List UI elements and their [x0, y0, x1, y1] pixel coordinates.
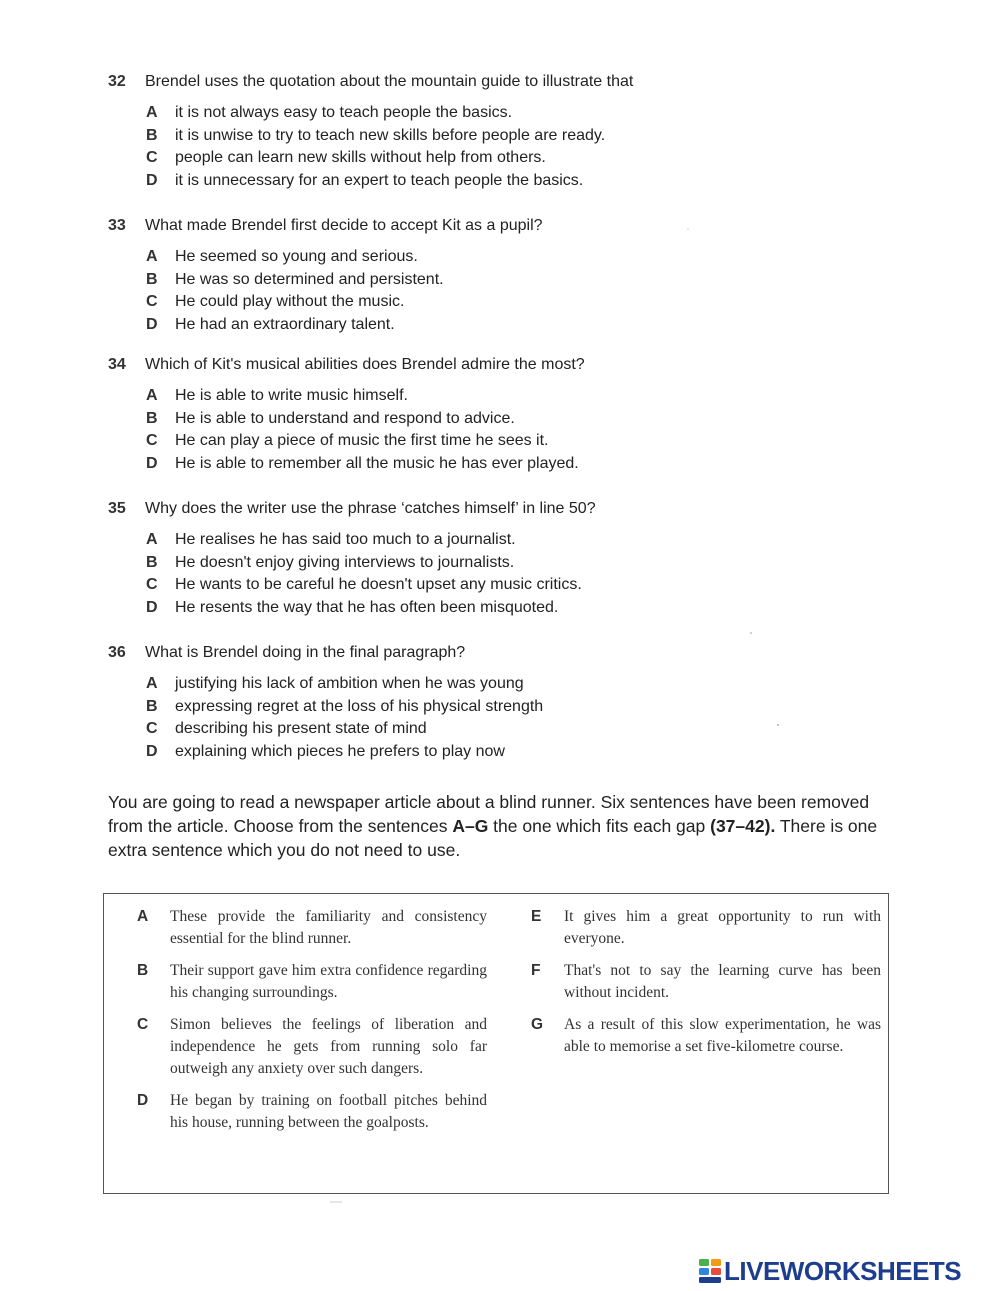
- option-text: He is able to understand and respond to advice.: [175, 409, 515, 427]
- option-letter: C: [146, 432, 158, 449]
- sentence-text: These provide the familiarity and consistency essential for the blind runner.: [170, 908, 487, 947]
- option-letter: D: [146, 454, 158, 472]
- option-letter: B: [146, 553, 158, 571]
- sentence-letter: E: [531, 908, 542, 925]
- sentence-text: As a result of this slow experimentation, he was able to memorise a set five-kilometre course.: [564, 1016, 881, 1055]
- option-letter: D: [146, 742, 158, 760]
- question-number: 36: [108, 644, 126, 661]
- option-text: He can play a piece of music the first time he sees it.: [175, 432, 549, 449]
- speck: [687, 228, 688, 229]
- option-letter: B: [146, 409, 158, 427]
- option-letter: B: [146, 697, 158, 715]
- option-text: expressing regret at the loss of his physical strength: [175, 697, 544, 715]
- option-text: describing his present state of mind: [175, 720, 427, 737]
- option-letter: D: [146, 171, 158, 189]
- question-text: What made Brendel first decide to accept Kit as a pupil?: [145, 217, 543, 234]
- option-text: it is unwise to try to teach new skills before people are ready.: [175, 126, 606, 144]
- option-text: He realises he has said too much to a journalist.: [175, 531, 516, 548]
- option-letter: C: [146, 293, 158, 310]
- speck: [750, 632, 752, 634]
- question-text: Brendel uses the quotation about the mountain guide to illustrate that: [145, 73, 634, 90]
- sentence-letter: F: [531, 962, 541, 979]
- sentence-text: He began by training on football pitches behind his house, running between the goalposts.: [170, 1092, 487, 1131]
- option-text: He is able to write music himself.: [175, 387, 408, 404]
- question-text: What is Brendel doing in the final paragraph?: [145, 644, 466, 661]
- question-text: Why does the writer use the phrase ‘catches himself’ in line 50?: [145, 500, 596, 517]
- liveworksheets-logo[interactable]: [698, 1256, 961, 1286]
- option-text: it is not always easy to teach people the basics.: [175, 104, 513, 121]
- option-letter: A: [146, 531, 158, 548]
- option-text: He wants to be careful he doesn't upset any music critics.: [175, 576, 582, 593]
- question-number: 34: [108, 356, 126, 373]
- question-text: Which of Kit's musical abilities does Brendel admire the most?: [145, 356, 585, 373]
- instructions-text: You are going to read a newspaper article about a blind runner. Six sentences have been removed from the article. Choose from the sentences: [108, 792, 870, 836]
- instructions-gap-range: (37–42).: [710, 816, 776, 836]
- option-text: explaining which pieces he prefers to play now: [175, 742, 505, 760]
- option-letter: A: [146, 248, 158, 265]
- instructions-text: the one which fits each gap: [488, 816, 711, 836]
- sentence-letter: C: [137, 1016, 149, 1033]
- sentence-text: It gives him a great opportunity to run with everyone.: [564, 908, 881, 947]
- sentence-letter: G: [531, 1016, 544, 1033]
- option-text: justifying his lack of ambition when he was young: [175, 675, 524, 692]
- instructions-text: There is one extra sentence which you do not need to use.: [108, 816, 878, 860]
- option-text: it is unnecessary for an expert to teach people the basics.: [175, 171, 584, 189]
- option-text: He had an extraordinary talent.: [175, 315, 395, 333]
- option-letter: A: [146, 104, 158, 121]
- sentence-text: Their support gave him extra confidence regarding his changing surroundings.: [170, 962, 487, 1001]
- liveworksheets-logo-icon: [698, 1258, 722, 1284]
- option-text: He doesn't enjoy giving interviews to journalists.: [175, 553, 515, 571]
- question-number: 35: [108, 500, 126, 517]
- sentence-text: Simon believes the feelings of liberation and independence he gets from running solo far outweigh any anxiety over such dangers.: [170, 1016, 487, 1077]
- option-letter: A: [146, 675, 158, 692]
- option-text: He could play without the music.: [175, 293, 405, 310]
- option-text: He is able to remember all the music he has ever played.: [175, 454, 579, 472]
- speck: [777, 724, 779, 726]
- sentence-letter: A: [137, 908, 149, 925]
- sentence-letter: B: [137, 962, 149, 979]
- option-text: people can learn new skills without help from others.: [175, 149, 546, 166]
- option-letter: B: [146, 270, 158, 288]
- option-letter: C: [146, 576, 158, 593]
- option-text: He seemed so young and serious.: [175, 248, 418, 265]
- option-text: He resents the way that he has often been misquoted.: [175, 598, 559, 616]
- option-letter: C: [146, 149, 158, 166]
- sentence-text: That's not to say the learning curve has been without incident.: [564, 962, 881, 1001]
- option-letter: B: [146, 126, 158, 144]
- option-letter: A: [146, 387, 158, 404]
- option-letter: C: [146, 720, 158, 737]
- option-text: He was so determined and persistent.: [175, 270, 444, 288]
- question-number: 32: [108, 73, 126, 90]
- liveworksheets-logo-text: LIVEWORKSHEETS: [724, 1255, 962, 1286]
- question-number: 33: [108, 217, 126, 234]
- option-letter: D: [146, 598, 158, 616]
- option-letter: D: [146, 315, 158, 333]
- instructions-range-letters: A–G: [452, 816, 489, 836]
- sentence-letter: D: [137, 1092, 149, 1109]
